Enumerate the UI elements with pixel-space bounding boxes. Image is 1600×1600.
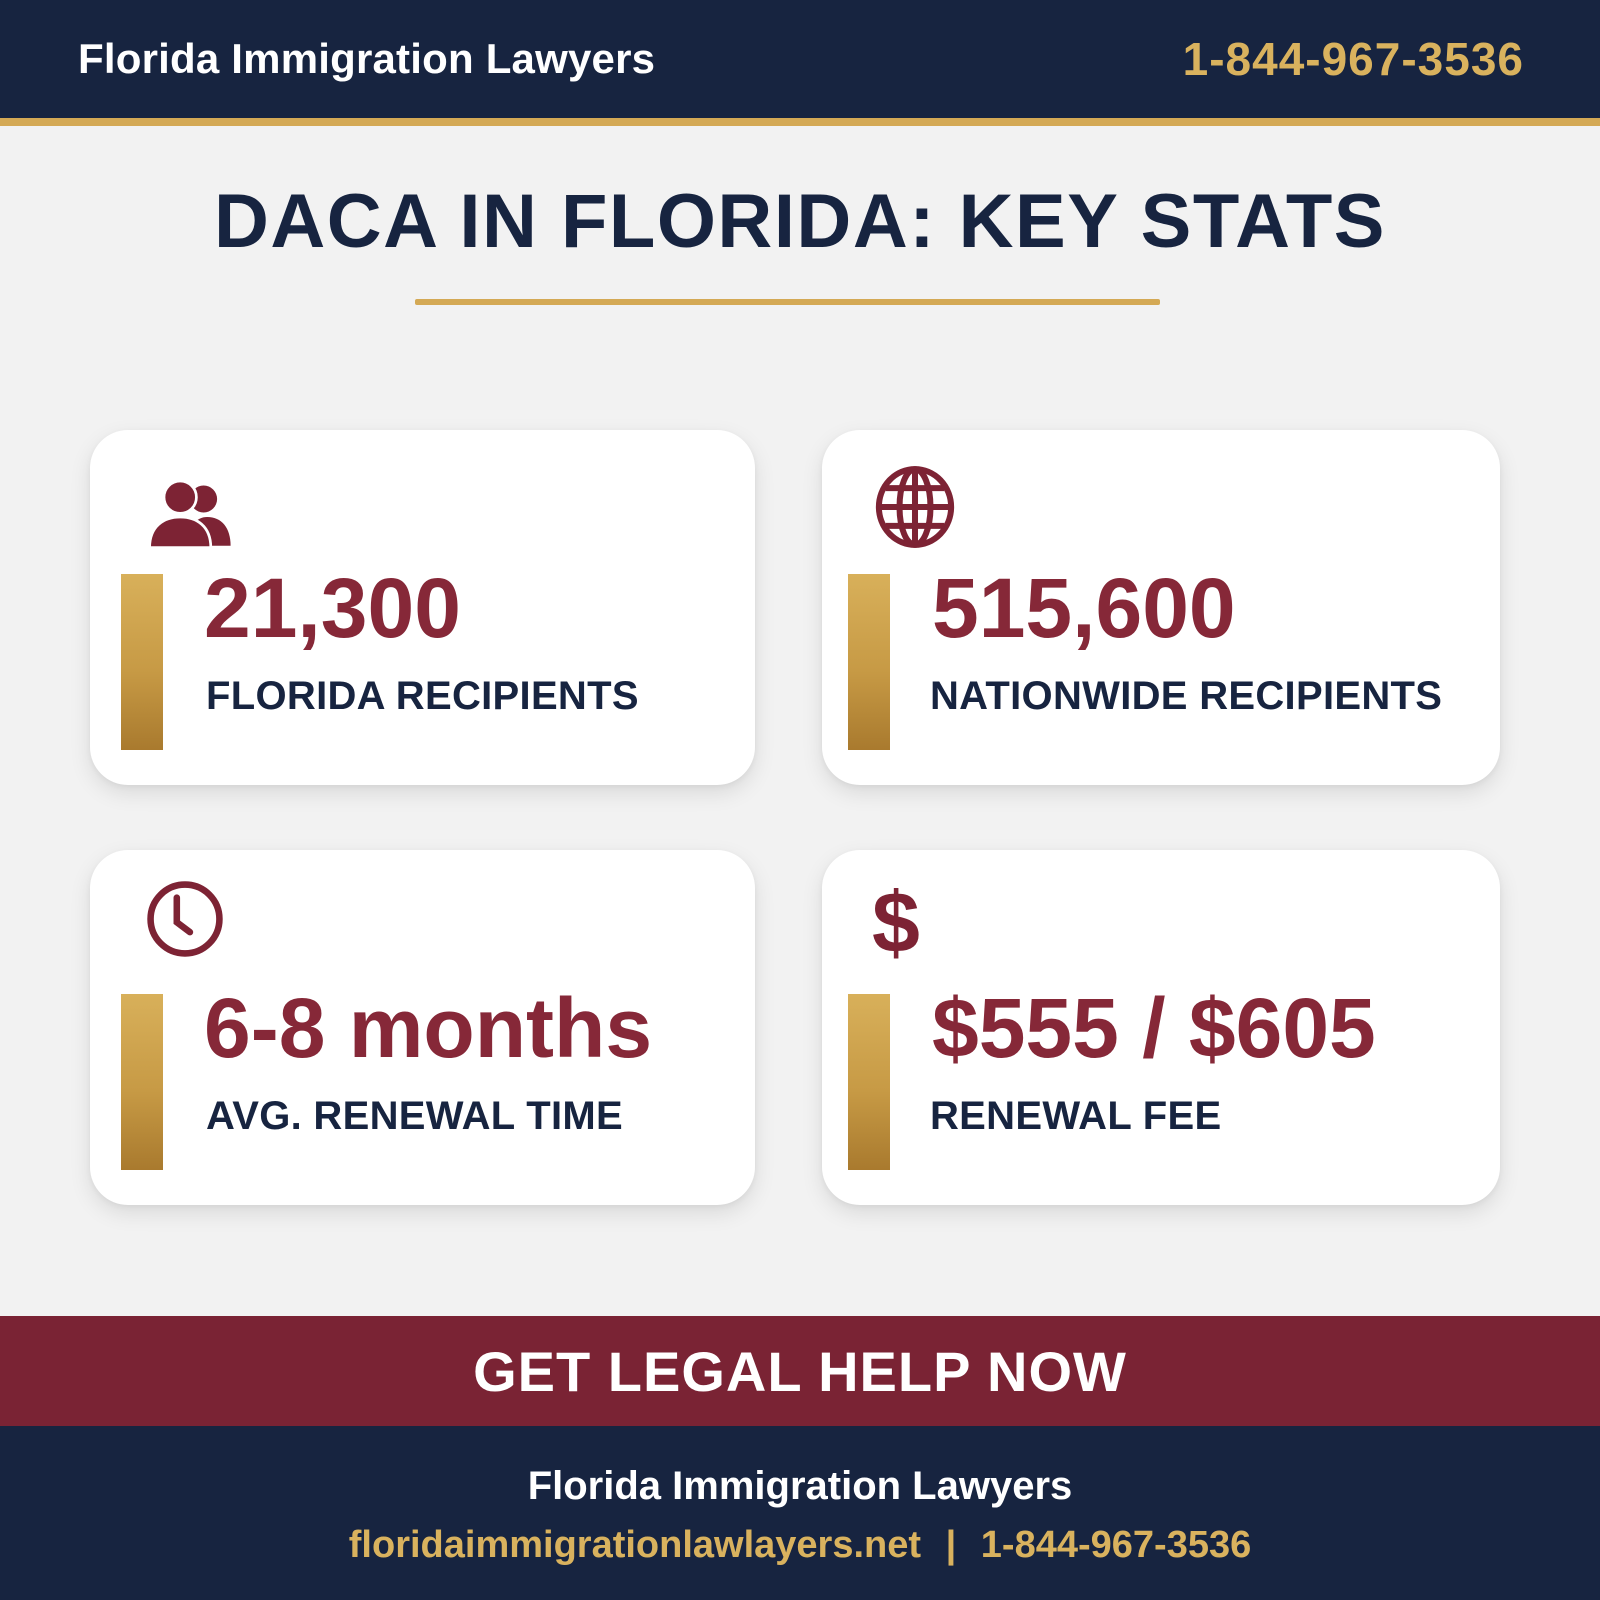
stat-value: $555 / $605 (932, 981, 1376, 1075)
stat-card-florida-recipients (90, 430, 755, 785)
dollar-icon: $ (872, 875, 920, 971)
accent-bar (848, 574, 890, 750)
stat-card-nationwide-recipients (822, 430, 1500, 785)
clock-icon (144, 878, 226, 960)
stat-value: 6-8 months (204, 981, 653, 1075)
footer-contact (0, 1524, 1600, 1567)
accent-bar (121, 574, 163, 750)
stat-card-renewal-time (90, 850, 755, 1205)
accent-bar (121, 994, 163, 1170)
footer-brand: Florida Immigration Lawyers (527, 1464, 1073, 1508)
globe-icon (872, 464, 958, 550)
stat-value: 515,600 (932, 561, 1236, 655)
title-divider (415, 299, 1160, 305)
header-brand: Florida Immigration Lawyers (78, 35, 656, 82)
stat-label: FLORIDA RECIPIENTS (206, 674, 639, 718)
get-legal-help-button[interactable]: GET LEGAL HELP NOW (0, 1316, 1600, 1426)
stat-label: NATIONWIDE RECIPIENTS (930, 674, 1443, 718)
page-title: DACA IN FLORIDA: KEY STATS (214, 179, 1386, 264)
top-header (0, 0, 1600, 126)
stat-card-renewal-fee (822, 850, 1500, 1205)
footer-website-link[interactable]: floridaimmigrationlawlayers.net (348, 1524, 922, 1566)
header-phone-link[interactable]: 1-844-967-3536 (1182, 33, 1524, 85)
stat-value: 21,300 (204, 561, 461, 655)
footer-phone-link[interactable]: 1-844-967-3536 (980, 1524, 1252, 1566)
footer-separator: | (945, 1524, 957, 1566)
footer (0, 1426, 1600, 1600)
stat-label: RENEWAL FEE (930, 1094, 1222, 1138)
people-icon (146, 470, 236, 555)
stat-label: AVG. RENEWAL TIME (206, 1094, 623, 1138)
accent-bar (848, 994, 890, 1170)
